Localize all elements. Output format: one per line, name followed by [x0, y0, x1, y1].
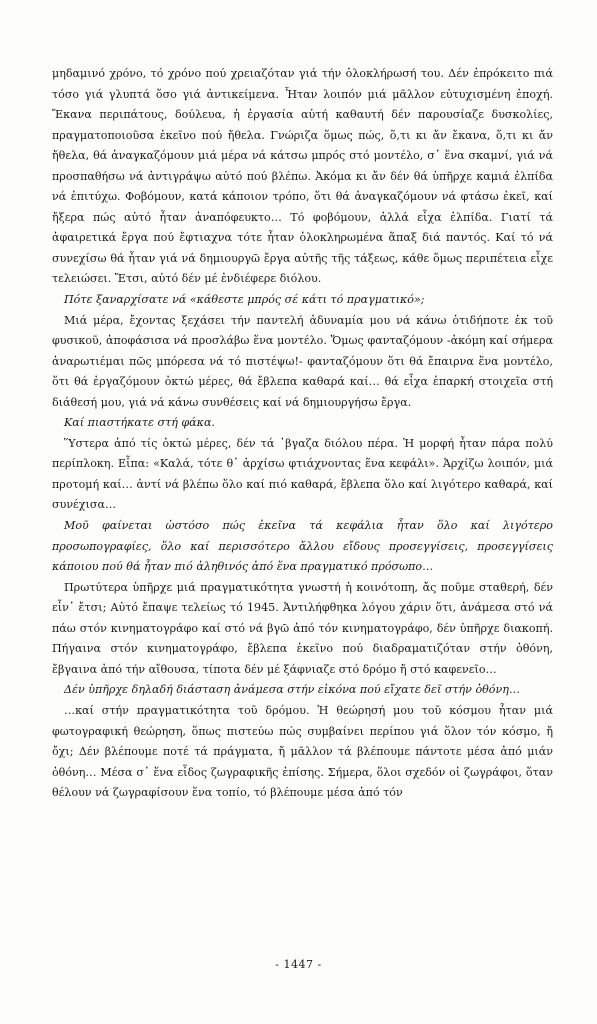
question-paragraph: Μοῦ φαίνεται ὡστόσο πώς ἐκεῖνα τά κεφάλια ἦταν ὅλο καί λιγότερο προσωπογραφίες, ὅλο καί περισσότερο ἄλλου εἴδους προσεγγίσεις, προσεγγίσεις κάποιου πού θά ἦταν πιό ἀληθινός ἀπό ἕνα πραγματικό πρόσωπο… [52, 519, 553, 574]
question-paragraph: Πότε ξαναρχίσατε νά «κάθεστε μπρός σέ κάτι τό πραγματικό»; [64, 293, 425, 307]
answer-paragraph: Ὕστερα ἀπό τίς ὀκτώ μέρες, δέν τά ᾽βγαζα διόλου πέρα. Ἡ μορφή ἦταν πάρα πολύ περίπλοκη. Εἶπα: «Καλά, τότε θ᾽ ἀρχίσω φτιάχνοντας ἕνα κεφάλι». Ἀρχίζω λοιπόν, μιά προτομή καί… ἀντί νά βλέπω ὅλο καί πιό καθαρά, ἔβλεπα ὅλο καί λιγότερο καθαρά, καί συνέχισα… [52, 436, 553, 512]
page-number: - 1447 - [275, 958, 322, 971]
answer-paragraph: Πρωτύτερα ὑπῆρχε μιά πραγματικότητα γνωστή ἡ κοινότοπη, ἄς ποῦμε σταθερή, δέν εἶν᾽ ἔτσι; Αὐτό ἔπαψε τελείως τό 1945. Ἀντιλήφθηκα λόγου χάριν ὅτι, ἀνάμεσα στό νά πάω στόν κινηματογράφο καί στό νά βγῶ ἀπό τόν κινηματογράφο, δέν ὑπῆρχε διακοπή. Πήγαινα στόν κινηματογράφο, ἔβλεπα ἐκεῖνο πού διαδραματιζόταν στήν ὀθόνη, ἔβγαινα ἀπό τήν αἴθουσα, τίποτα δέν μέ ξάφνιαζε στό δρόμο ἤ στό καφενεῖο… [52, 580, 553, 676]
question-paragraph: Δέν ὑπῆρχε δηλαδή διάσταση ἀνάμεσα στήν εἰκόνα πού εἴχατε δεῖ στήν ὀθόνη… [64, 683, 520, 697]
answer-paragraph: …καί στήν πραγματικότητα τοῦ δρόμου. Ἡ θεώρησή μου τοῦ κόσμου ἦταν μιά φωτογραφική θεώρηση, ὅπως πιστεύω πώς συμβαίνει περίπου γιά ὅλον τόν κόσμο, ἤ ὄχι; Δέν βλέπουμε ποτέ τά πράγματα, ἤ μᾶλλον τά βλέπουμε πάντοτε μέσα ἀπό μιάν ὀθόνη… Μέσα σ᾽ ἕνα εἶδος ζωγραφικῆς ἐπίσης. Σήμερα, ὅλοι σχεδόν οἱ ζωγράφοι, ὅταν θέλουν νά ζωγραφίσουν ἕνα τοπίο, τό βλέπουμε μέσα ἀπό τόν [52, 703, 553, 800]
answer-paragraph: Μιά μέρα, ἔχοντας ξεχάσει τήν παντελή ἀδυναμία μου νά κάνω ὁτιδήποτε ἐκ τοῦ φυσικοῦ, ἀποφάσισα νά προσλάβω ἕνα μοντέλο. Ὅμως φανταζόμουν -ἀκόμη καί σήμερα ἀναρωτιέμαι πῶς μπόρεσα νά τό πιστέψω!- φανταζόμουν ὅτι θά ἔπαιρνα ἕνα μοντέλο, ὅτι θά ἐργαζόμουν ὀκτώ μέρες, θά ἔβλεπα καθαρά καί… θά εἶχα ἐπαρκή στοιχεῖα στή διάθεσή μου, γιά νά κάνω συνθέσεις καί νά δημιουργήσω ἔργα. [52, 313, 553, 409]
question-paragraph: Καί πιαστήκατε στή φάκα. [64, 416, 215, 430]
answer-paragraph: μηδαμινό χρόνο, τό χρόνο πού χρειαζόταν γιά τήν ὁλοκλήρωσή του. Δέν ἐπρόκειτο πιά τόσο γιά γλυπτά ὅσο γιά ἀντικείμενα. Ἦταν λοιπόν μιά μᾶλλον εὐτυχισμένη ἐποχή. Ἔκανα περιπάτους, δούλευα, ἡ ἐργασία αὐτή καθαυτή δέν παρουσίαζε δυσκολίες, πραγματοποιοῦσα ἐκεῖνο πού ἤθελα. Γνώριζα ὅμως πώς, ὅ,τι κι ἄν ἔκανα, ὅ,τι κι ἄν ἤθελα, θά ἀναγκαζόμουν μιά μέρα νά κάτσω μπρός στό μοντέλο, σ᾽ ἕνα σκαμνί, γιά νά προσπαθήσω νά ἀντιγράψω αὐτό πού βλέπω. Ἀκόμα κι ἄν δέν θά ὑπῆρχε καμιά ἐλπίδα νά ἐπιτύχω. Φοβόμουν, κατά κάποιον τρόπο, ὅτι θά ἀναγκαζόμουν νά φτάσω ἐκεῖ, καί ἤξερα πώς αὐτό ἦταν ἀναπόφευκτο… Τό φοβόμουν, ἀλλά εἶχα ἐλπίδα. Γιατί τά ἀφαιρετικά ἔργα πού ἔφτιαχνα τότε ἦταν ὁλοκληρωμένα ἅπαξ διά παντός. Καί τό νά συνεχίσω θά ἦταν γιά νά δημιουργῶ ἔργα αὐτῆς τῆς τάξεως, κάθε ὅμως περιπέτεια εἶχε τελειώσει. Ἔτσι, αὐτό δέν μέ ἐνδιέφερε διόλου. [52, 67, 553, 286]
body-text [52, 64, 553, 804]
